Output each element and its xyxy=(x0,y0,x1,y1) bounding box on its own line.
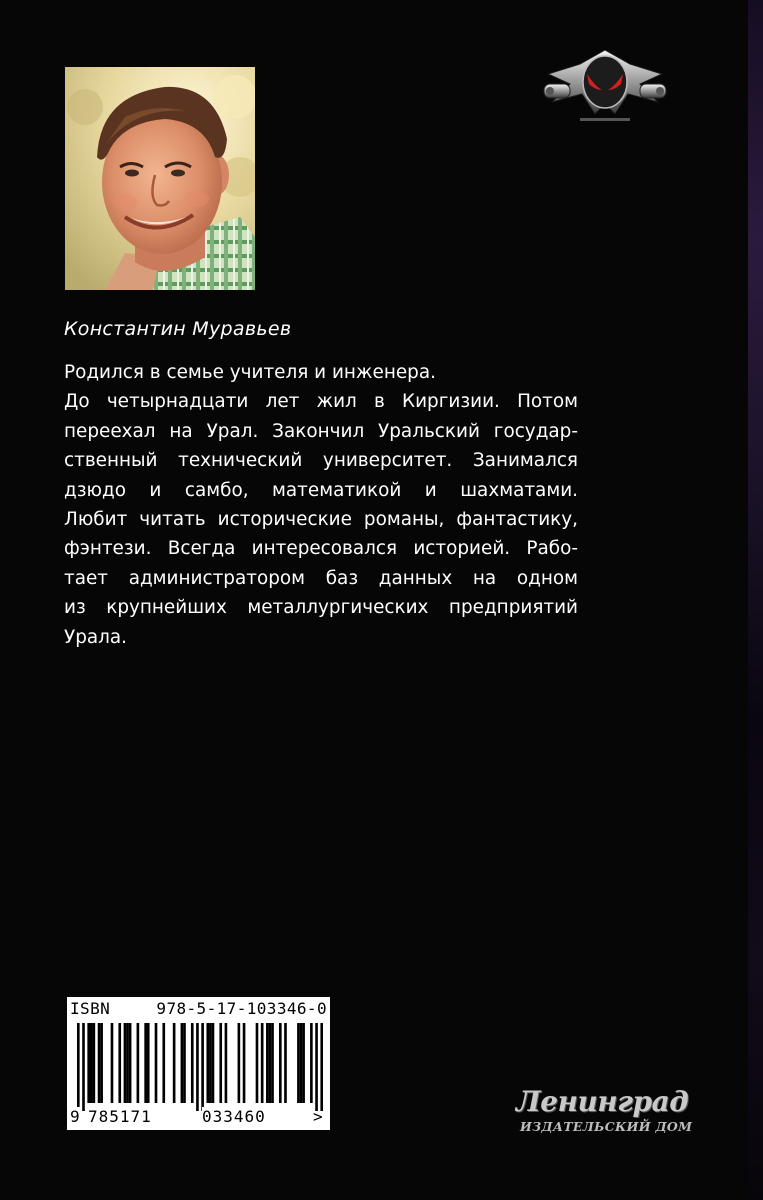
barcode-bar xyxy=(238,1023,241,1103)
publisher-name: Ленинград xyxy=(516,1085,689,1118)
barcode-bar xyxy=(90,1023,93,1103)
barcode-bar xyxy=(87,1023,90,1103)
barcode-bar xyxy=(162,1023,165,1103)
publisher-logo xyxy=(516,1085,706,1137)
bio-line: дзюдо и самбо, математикой и шахматами. xyxy=(64,479,578,501)
barcode-guard-bar xyxy=(196,1023,199,1111)
author-name: Константин Муравьев xyxy=(64,318,292,340)
barcode-bar xyxy=(191,1023,194,1103)
barcode-bar xyxy=(209,1023,212,1103)
barcode-bar xyxy=(256,1023,259,1103)
barcode-bar xyxy=(93,1023,96,1103)
bio-line: переехал на Урал. Закончил Уральский государ- xyxy=(64,420,578,442)
barcode-guard-bar xyxy=(315,1023,318,1111)
barcode-guard-bar xyxy=(82,1023,85,1111)
barcode-bar xyxy=(181,1023,184,1103)
barcode-bar xyxy=(261,1023,264,1103)
barcode-bar xyxy=(266,1023,269,1103)
bio-line: До четырнадцати лет жил в Киргизии. Потом xyxy=(64,391,578,413)
barcode-bar xyxy=(144,1023,147,1103)
author-portrait-graphic xyxy=(65,67,255,290)
barcode-bar xyxy=(100,1023,103,1103)
barcode-digits-left: 785171 xyxy=(88,1107,194,1126)
barcode-bar xyxy=(118,1023,121,1103)
barcode-graphic xyxy=(77,1023,323,1111)
barcode-bar xyxy=(137,1023,140,1103)
barcode-bar xyxy=(129,1023,132,1103)
barcode-bar xyxy=(279,1023,282,1103)
isbn-label: ISBN 978-5-17-103346-0 xyxy=(70,999,327,1018)
barcode-quiet-zone-marker: > xyxy=(313,1107,323,1126)
alien-skull-emblem-icon xyxy=(540,44,670,138)
author-photo xyxy=(65,67,255,290)
barcode-guard-bar xyxy=(201,1023,204,1111)
barcode-bar xyxy=(155,1023,158,1103)
barcode-bar xyxy=(310,1023,313,1103)
barcode-bar xyxy=(219,1023,222,1103)
barcode-bar xyxy=(124,1023,127,1103)
barcode-bar xyxy=(98,1023,101,1103)
barcode-bar xyxy=(173,1023,176,1103)
barcode-bar xyxy=(183,1023,186,1103)
author-biography xyxy=(64,358,578,652)
isbn-barcode-box xyxy=(67,997,330,1130)
barcode-guard-bar xyxy=(320,1023,323,1111)
barcode-bar xyxy=(271,1023,274,1103)
bio-line: Родился в семье учителя и инженера. xyxy=(64,362,436,383)
barcode-guard-bar xyxy=(77,1023,80,1111)
bio-line: фэнтези. Всегда интересовался историей. Рабо- xyxy=(64,538,578,560)
bio-line: Урала. xyxy=(64,626,128,648)
barcode-digits xyxy=(67,1107,330,1129)
bio-line: Любит читать исторические романы, фантастику, xyxy=(64,508,578,530)
barcode-bar xyxy=(225,1023,228,1103)
barcode-digit-first: 9 xyxy=(70,1107,80,1126)
barcode-bar xyxy=(111,1023,114,1103)
publisher-subtitle: ИЗДАТЕЛЬСКИЙ ДОМ xyxy=(520,1119,693,1134)
cover-edge-strip xyxy=(748,0,763,1200)
bio-line: из крупнейших металлургических предприятий xyxy=(64,597,578,619)
barcode-bar xyxy=(212,1023,215,1103)
barcode-bar xyxy=(297,1023,300,1103)
barcode-bar xyxy=(300,1023,303,1103)
barcode-bar xyxy=(302,1023,305,1103)
barcode-bar xyxy=(269,1023,272,1103)
barcode-digits-right: 033460 xyxy=(202,1107,308,1126)
bio-line: ственный технический университет. Занимался xyxy=(64,450,578,472)
barcode-bar xyxy=(243,1023,246,1103)
barcode-bar xyxy=(206,1023,209,1103)
bio-line: тает администратором баз данных на одном xyxy=(64,567,578,589)
barcode-bar xyxy=(126,1023,129,1103)
barcode-bar xyxy=(284,1023,287,1103)
barcode-bar xyxy=(147,1023,150,1103)
